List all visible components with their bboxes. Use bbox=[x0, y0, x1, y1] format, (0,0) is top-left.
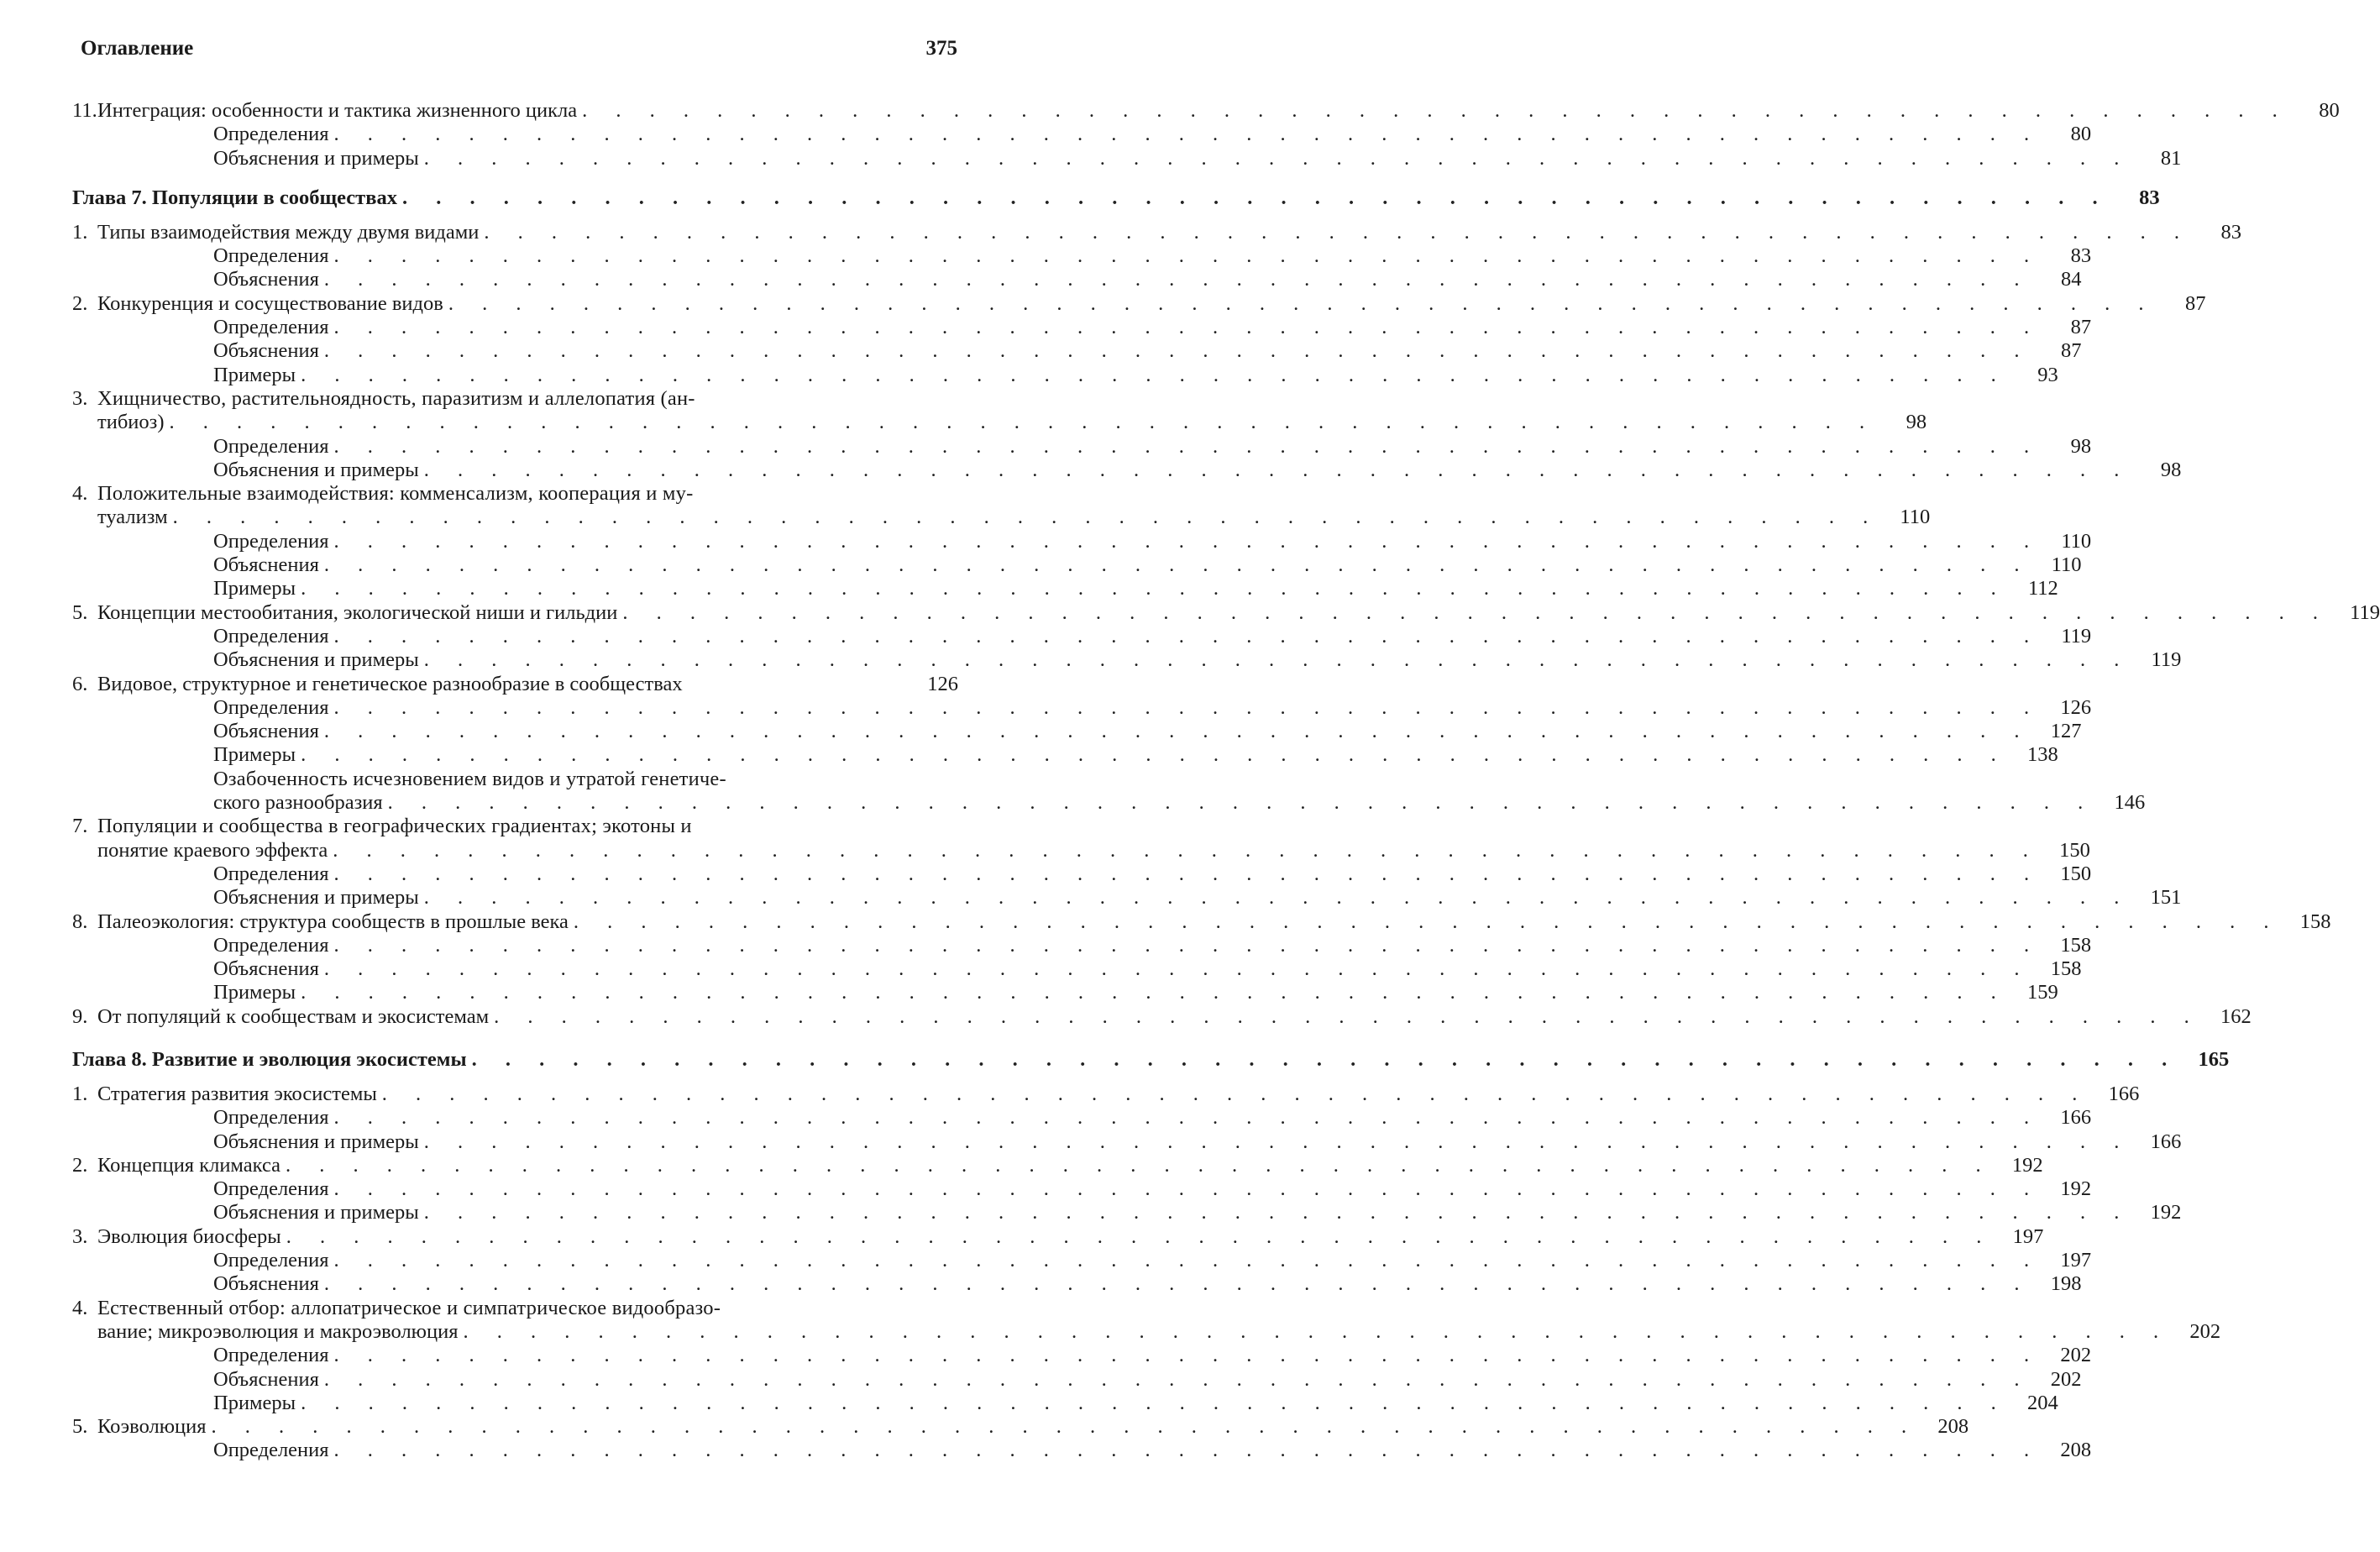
toc-subsection[interactable] bbox=[72, 1368, 958, 1392]
page-number: 146 bbox=[2094, 791, 2145, 815]
page-number: 138 bbox=[2008, 743, 2058, 767]
page-number: 84 bbox=[2031, 268, 2081, 291]
page-number: 159 bbox=[2008, 981, 2058, 1004]
section-title-continuation: туализм bbox=[97, 506, 168, 529]
toc-subsection[interactable] bbox=[72, 459, 958, 482]
toc-subsection[interactable] bbox=[72, 1177, 958, 1201]
leader-dots: . . . . . . . . . . . . . . . . . . . . . . . . . . . . . . . . . . . . . . . . . . . . . . . . . . . bbox=[419, 648, 2131, 672]
section-number: 2. bbox=[72, 1154, 97, 1177]
toc-chapter[interactable] bbox=[72, 182, 958, 214]
page-number: 166 bbox=[2089, 1083, 2139, 1106]
toc-section[interactable] bbox=[72, 1154, 958, 1177]
subsection-title: Определения bbox=[213, 934, 329, 957]
leader-dots: . . . . . . . . . . . . . . . . . . . . . . . . . . . . . . . . . . . . . . . . . . . . . . . . . . . bbox=[319, 1368, 2031, 1392]
page-number: 119 bbox=[2131, 648, 2181, 672]
subsection-title: Примеры bbox=[213, 364, 296, 387]
leader-dots: . . . . . . . . . . . . . . . . . . . . . . . . . . . . . . . . . . . . . . . . . . . . . . . . . . . bbox=[419, 459, 2131, 482]
page-number: 98 bbox=[2131, 459, 2181, 482]
page-number: 192 bbox=[2131, 1201, 2181, 1224]
leader-dots: . . . . . . . . . . . . . . . . . . . . . . . . . . . . . . . . . . . . . . . . . . . . . . . . . . . bbox=[168, 506, 1880, 529]
subsection-title: Определения bbox=[213, 1177, 329, 1201]
section-title-continuation: понятие краевого эффекта bbox=[97, 839, 328, 863]
page-number: 81 bbox=[2131, 147, 2181, 170]
section-title: Хищничество, растительноядность, паразитизм и аллелопатия (ан- bbox=[97, 387, 695, 411]
toc-section-continuation[interactable] bbox=[72, 506, 958, 529]
section-title: Положительные взаимодействия: комменсализм, кооперация и му- bbox=[97, 482, 693, 506]
section-title: Палеоэкология: структура сообществ в прошлые века bbox=[97, 910, 569, 934]
toc-subsection[interactable] bbox=[72, 1272, 958, 1296]
leader-dots: . . . . . . . . . . . . . . . . . . . . . . . . . . . . . . . . . . . . . . . . . . . . . . . . . . . bbox=[319, 1272, 2031, 1296]
subsection-title: Определения bbox=[213, 123, 329, 146]
page-number: 93 bbox=[2008, 364, 2058, 387]
leader-dots: . . . . . . . . . . . . . . . . . . . . . . . . . . . . . . . . . . . . . . . . . . . . . . . . . . . bbox=[319, 339, 2031, 363]
toc-subsection[interactable] bbox=[72, 147, 958, 170]
toc-subsection[interactable] bbox=[72, 244, 958, 268]
subsection-title: Определения bbox=[213, 1249, 329, 1272]
subsection-title: Объяснения bbox=[213, 339, 319, 363]
leader-dots: . . . . . . . . . . . . . . . . . . . . . . . . . . . . . . . . . . . . . . . . . . . . . . . . . . . bbox=[419, 886, 2131, 910]
page-number: 83 bbox=[2191, 221, 2241, 244]
section-number: 5. bbox=[72, 1415, 97, 1439]
leader-dots: . . . . . . . . . . . . . . . . . . . . . . . . . . . . . . . . . . . . . . . . . . . . . . . . . . . bbox=[329, 1439, 2042, 1462]
section-title: Эволюция биосферы bbox=[97, 1225, 281, 1249]
toc-subsection[interactable] bbox=[72, 981, 958, 1004]
page-number: 87 bbox=[2155, 292, 2205, 316]
toc-section[interactable] bbox=[72, 1297, 958, 1320]
toc-subsection[interactable] bbox=[72, 268, 958, 291]
toc-subsection[interactable] bbox=[72, 957, 958, 981]
toc-subsection[interactable] bbox=[72, 530, 958, 553]
section-number: 2. bbox=[72, 292, 97, 316]
section-number: 11. bbox=[72, 99, 97, 123]
section-title: Интеграция: особенности и тактика жизненного цикла bbox=[97, 99, 577, 123]
subsection-title: Озабоченность исчезновением видов и утратой генетиче- bbox=[213, 768, 726, 791]
page-number: 110 bbox=[1879, 506, 1930, 529]
toc-subsection[interactable] bbox=[72, 1344, 958, 1367]
section-number: 1. bbox=[72, 221, 97, 244]
toc-section-continuation[interactable] bbox=[72, 839, 958, 863]
leader-dots: . . . . . . . . . . . . . . . . . . . . . . . . . . . . . . . . . . . . . . . . . . . . . . . . . . . bbox=[319, 268, 2031, 291]
leader-dots: . . . . . . . . . . . . . . . . . . . . . . . . . . . . . . . . . . . . . . . . . . . . . . . . . . . bbox=[569, 910, 2281, 934]
subsection-title: Объяснения и примеры bbox=[213, 1201, 419, 1224]
subsection-title: Объяснения и примеры bbox=[213, 147, 419, 170]
toc-chapter[interactable] bbox=[72, 1044, 958, 1076]
page-number: 126 bbox=[908, 673, 958, 696]
toc-subsection[interactable] bbox=[72, 577, 958, 600]
page-number: 204 bbox=[2008, 1392, 2058, 1415]
section-number: 6. bbox=[72, 673, 97, 696]
toc-section[interactable] bbox=[72, 1225, 958, 1249]
leader-dots: . . . . . . . . . . . . . . . . . . . . . . . . . . . . . . . . . . . . . . . . . . . . . . . . . . . bbox=[617, 601, 2330, 625]
subsection-title: Определения bbox=[213, 1344, 329, 1367]
toc-subsection[interactable] bbox=[72, 1392, 958, 1415]
page-number: 110 bbox=[2031, 553, 2081, 577]
page-number: 165 bbox=[2178, 1044, 2229, 1076]
page-number: 192 bbox=[1993, 1154, 2043, 1177]
leader-dots: . . . . . . . . . . . . . . . . . . . . . . . . . . . . . . . . . . . . . . . . . . . . . . . . . . . bbox=[281, 1225, 1994, 1249]
page-number: 112 bbox=[2008, 577, 2058, 600]
toc-subsection[interactable] bbox=[72, 364, 958, 387]
page-number: 80 bbox=[2289, 99, 2340, 123]
page-number: 208 bbox=[2041, 1439, 2091, 1462]
subsection-title: Определения bbox=[213, 1106, 329, 1130]
leader-dots: . . . . . . . . . . . . . . . . . . . . . . . . . . . . . . . . . . . . . . . . . . . . . . . . . . . bbox=[443, 292, 2156, 316]
page-number: 83 bbox=[2110, 182, 2160, 214]
toc-subsection[interactable] bbox=[72, 934, 958, 957]
leader-dots: . . . . . . . . . . . . . . . . . . . . . . . . . . . . . . . . . . . . . . . . . . . . . . . . . . . bbox=[329, 934, 2042, 957]
leader-dots: . . . . . . . . . . . . . . . . . . . . . . . . . . . . . . . . . . . . . . . . . . . . . . . . . . . bbox=[296, 577, 2008, 600]
subsection-title: Примеры bbox=[213, 577, 296, 600]
page-number: 208 bbox=[1918, 1415, 1968, 1439]
page-number: 119 bbox=[2041, 625, 2091, 648]
section-number: 7. bbox=[72, 815, 97, 838]
page-number: 158 bbox=[2041, 934, 2091, 957]
toc-section-continuation[interactable] bbox=[72, 411, 958, 434]
subsection-title: Объяснения и примеры bbox=[213, 459, 419, 482]
subsection-title: Объяснения bbox=[213, 268, 319, 291]
subsection-title: Определения bbox=[213, 1439, 329, 1462]
page-number: 150 bbox=[2041, 863, 2091, 886]
chapter-title: Глава 7. Популяции в сообществах bbox=[72, 182, 397, 214]
page-number: 98 bbox=[1876, 411, 1927, 434]
section-title: От популяций к сообществам и экосистемам bbox=[97, 1005, 489, 1029]
section-number: 8. bbox=[72, 910, 97, 934]
section-number: 4. bbox=[72, 482, 97, 506]
leader-dots: . . . . . . . . . . . . . . . . . . . . . . . . . . . . . . . . . . . . . . . . . . . . . . . . . . . bbox=[329, 530, 2042, 553]
page-number: 166 bbox=[2041, 1106, 2091, 1130]
toc-section[interactable] bbox=[72, 815, 958, 838]
leader-dots: . . . . . . . . . . . . . . . . . . . . . . . . . . . . . . . . . . . . . . . . . . . . . . . . . . . bbox=[329, 435, 2042, 459]
section-title: Конкуренция и сосуществование видов bbox=[97, 292, 443, 316]
toc-section[interactable] bbox=[72, 482, 958, 506]
book-page bbox=[0, 0, 1008, 1552]
page-number: 119 bbox=[2330, 601, 2380, 625]
leader-dots: . . . . . . . . . . . . . . . . . . . . . . . . . . . . . . . . . . . . . . . . . . . . . . . . . . . bbox=[319, 553, 2031, 577]
subsection-title: Объяснения и примеры bbox=[213, 1130, 419, 1154]
toc-section[interactable] bbox=[72, 1415, 958, 1439]
subsection-title: Определения bbox=[213, 530, 329, 553]
page-number: 80 bbox=[2041, 123, 2091, 146]
toc-section[interactable] bbox=[72, 99, 958, 123]
subsection-title: Объяснения и примеры bbox=[213, 648, 419, 672]
subsection-title: Объяснения bbox=[213, 1368, 319, 1392]
leader-dots: . . . . . . . . . . . . . . . . . . . . . . . . . . . . . . . . . . . . . . . . . . . . . . . . . . . bbox=[467, 1044, 2179, 1076]
leader-dots: . . . . . . . . . . . . . . . . . . . . . . . . . . . . . . . . . . . . . . . . . . . . . . . . . . . bbox=[296, 981, 2008, 1004]
subsection-title: Объяснения и примеры bbox=[213, 886, 419, 910]
section-number: 3. bbox=[72, 1225, 97, 1249]
section-title: Видовое, структурное и генетическое разнообразие в сообществах bbox=[97, 673, 683, 696]
subsection-title: Примеры bbox=[213, 981, 296, 1004]
toc-subsection[interactable] bbox=[72, 553, 958, 577]
leader-dots: . . . . . . . . . . . . . . . . . . . . . . . . . . . . . . . . . . . . . . . . . . . . . . . . . . . bbox=[296, 364, 2008, 387]
subsection-title: Примеры bbox=[213, 1392, 296, 1415]
toc-section-continuation[interactable] bbox=[72, 1320, 958, 1344]
subsection-title: Определения bbox=[213, 316, 329, 339]
section-title: Коэволюция bbox=[97, 1415, 207, 1439]
page-number: 202 bbox=[2031, 1368, 2081, 1392]
toc-section[interactable] bbox=[72, 1083, 958, 1106]
section-number: 9. bbox=[72, 1005, 97, 1029]
toc-subsection[interactable] bbox=[72, 1439, 958, 1462]
page-number: 87 bbox=[2031, 339, 2081, 363]
page-number: 158 bbox=[2281, 910, 2331, 934]
page-number: 126 bbox=[2041, 696, 2091, 720]
leader-dots: . . . . . . . . . . . . . . . . . . . . . . . . . . . . . . . . . . . . . . . . . . . . . . . . . . . bbox=[329, 863, 2042, 886]
leader-dots: . . . . . . . . . . . . . . . . . . . . . . . . . . . . . . . . . . . . . . . . . . . . . . . . . . . bbox=[164, 411, 1876, 434]
leader-dots: . . . . . . . . . . . . . . . . . . . . . . . . . . . . . . . . . . . . . . . . . . . . . . . . . . . bbox=[329, 625, 2042, 648]
page-number: 87 bbox=[2041, 316, 2091, 339]
table-of-contents bbox=[72, 99, 958, 1463]
leader-dots: . . . . . . . . . . . . . . . . . . . . . . . . . . . . . . . . . . . . . . . . . . . . . . . . . . . bbox=[577, 99, 2289, 123]
toc-subsection[interactable] bbox=[72, 791, 958, 815]
leader-dots: . . . . . . . . . . . . . . . . . . . . . . . . . . . . . . . . . . . . . . . . . . . . . . . . . . . bbox=[458, 1320, 2170, 1344]
page-number: 197 bbox=[2041, 1249, 2091, 1272]
toc-section[interactable] bbox=[72, 673, 958, 696]
leader-dots: . . . . . . . . . . . . . . . . . . . . . . . . . . . . . . . . . . . . . . . . . . . . . . . . . . . bbox=[319, 720, 2031, 743]
leader-dots: . . . . . . . . . . . . . . . . . . . . . . . . . . . . . . . . . . . . . . . . . . . . . . . . . . . bbox=[377, 1083, 2089, 1106]
page-number: 192 bbox=[2041, 1177, 2091, 1201]
leader-dots: . . . . . . . . . . . . . . . . . . . . . . . . . . . . . . . . . . . . . . . . . . . . . . . . . . . bbox=[329, 316, 2042, 339]
subsection-title: Объяснения bbox=[213, 1272, 319, 1296]
toc-subsection[interactable] bbox=[72, 696, 958, 720]
subsection-title: Определения bbox=[213, 435, 329, 459]
toc-section[interactable] bbox=[72, 601, 958, 625]
page-number: 158 bbox=[2031, 957, 2081, 981]
leader-dots: . . . . . . . . . . . . . . . . . . . . . . . . . . . . . . . . . . . . . . . . . . . . . . . . . . . bbox=[329, 1177, 2042, 1201]
subsection-title: Объяснения bbox=[213, 957, 319, 981]
section-title-continuation: тибиоз) bbox=[97, 411, 164, 434]
leader-dots: . . . . . . . . . . . . . . . . . . . . . . . . . . . . . . . . . . . . . . . . . . . . . . . . . . . bbox=[419, 1130, 2131, 1154]
toc-section[interactable] bbox=[72, 910, 958, 934]
section-number: 3. bbox=[72, 387, 97, 411]
toc-subsection[interactable] bbox=[72, 1249, 958, 1272]
toc-subsection[interactable] bbox=[72, 863, 958, 886]
toc-subsection[interactable] bbox=[72, 625, 958, 648]
toc-subsection[interactable] bbox=[72, 123, 958, 146]
leader-dots: . . . . . . . . . . . . . . . . . . . . . . . . . . . . . . . . . . . . . . . . . . . . . . . . . . . bbox=[383, 791, 2095, 815]
leader-dots: . . . . . . . . . . . . . . . . . . . . . . . . . . . . . . . . . . . . . . . . . . . . . . . . . . . bbox=[207, 1415, 1919, 1439]
running-head-page-number: 375 bbox=[926, 37, 958, 60]
toc-section[interactable] bbox=[72, 1005, 958, 1029]
section-title: Типы взаимодействия между двумя видами bbox=[97, 221, 479, 244]
toc-subsection[interactable] bbox=[72, 886, 958, 910]
section-title: Концепции местообитания, экологической ниши и гильдии bbox=[97, 601, 617, 625]
leader-dots: . . . . . . . . . . . . . . . . . . . . . . . . . . . . . . . . . . . . . . . . . . . . . . . . . . . bbox=[296, 1392, 2008, 1415]
toc-subsection[interactable] bbox=[72, 1201, 958, 1224]
leader-dots: . . . . . . . . . . . . . . . . . . . . . . . . . . . . . . . . . . . . . . . . . . . . . . . . . . . bbox=[397, 182, 2110, 214]
section-number: 4. bbox=[72, 1297, 97, 1320]
toc-subsection[interactable] bbox=[72, 768, 958, 791]
running-head bbox=[81, 37, 957, 66]
page-number: 127 bbox=[2031, 720, 2081, 743]
toc-subsection[interactable] bbox=[72, 720, 958, 743]
toc-subsection[interactable] bbox=[72, 316, 958, 339]
leader-dots: . . . . . . . . . . . . . . . . . . . . . . . . . . . . . . . . . . . . . . . . . . . . . . . . . . . bbox=[280, 1154, 1993, 1177]
section-title: Стратегия развития экосистемы bbox=[97, 1083, 377, 1106]
section-number: 5. bbox=[72, 601, 97, 625]
section-title-continuation: вание; микроэволюция и макроэволюция bbox=[97, 1320, 458, 1344]
toc-subsection[interactable] bbox=[72, 435, 958, 459]
running-head-title: Оглавление bbox=[81, 37, 193, 60]
subsection-title: Примеры bbox=[213, 743, 296, 767]
leader-dots: . . . . . . . . . . . . . . . . . . . . . . . . . . . . . . . . . . . . . . . . . . . . . . . . . . . bbox=[329, 244, 2042, 268]
page-number: 83 bbox=[2041, 244, 2091, 268]
leader-dots: . . . . . . . . . . . . . . . . . . . . . . . . . . . . . . . . . . . . . . . . . . . . . . . . . . . bbox=[296, 743, 2008, 767]
page-number: 198 bbox=[2031, 1272, 2081, 1296]
toc-section[interactable] bbox=[72, 387, 958, 411]
subsection-title: Определения bbox=[213, 863, 329, 886]
toc-subsection[interactable] bbox=[72, 1130, 958, 1154]
leader-dots: . . . . . . . . . . . . . . . . . . . . . . . . . . . . . . . . . . . . . . . . . . . . . . . . . . . bbox=[319, 957, 2031, 981]
leader-dots: . . . . . . . . . . . . . . . . . . . . . . . . . . . . . . . . . . . . . . . . . . . . . . . . . . . bbox=[329, 1106, 2042, 1130]
toc-subsection[interactable] bbox=[72, 648, 958, 672]
subsection-title: Определения bbox=[213, 696, 329, 720]
toc-section[interactable] bbox=[72, 292, 958, 316]
toc-subsection[interactable] bbox=[72, 743, 958, 767]
section-number: 1. bbox=[72, 1083, 97, 1106]
leader-dots: . . . . . . . . . . . . . . . . . . . . . . . . . . . . . . . . . . . . . . . . . . . . . . . . . . . bbox=[419, 147, 2131, 170]
section-title: Естественный отбор: аллопатрическое и симпатрическое видообразо- bbox=[97, 1297, 721, 1320]
subsection-title: Объяснения bbox=[213, 553, 319, 577]
leader-dots: . . . . . . . . . . . . . . . . . . . . . . . . . . . . . . . . . . . . . . . . . . . . . . . . . . . bbox=[329, 123, 2042, 146]
page-number: 110 bbox=[2041, 530, 2091, 553]
page-number: 151 bbox=[2131, 886, 2181, 910]
leader-dots: . . . . . . . . . . . . . . . . . . . . . . . . . . . . . . . . . . . . . . . . . . . . . . . . . . . bbox=[328, 839, 2040, 863]
subsection-title: Определения bbox=[213, 625, 329, 648]
section-title: Концепция климакса bbox=[97, 1154, 280, 1177]
page-number: 98 bbox=[2041, 435, 2091, 459]
subsection-title: Объяснения bbox=[213, 720, 319, 743]
section-title: Популяции и сообщества в географических градиентах; экотоны и bbox=[97, 815, 692, 838]
leader-dots: . . . . . . . . . . . . . . . . . . . . . . . . . . . . . . . . . . . . . . . . . . . . . . . . . . . bbox=[329, 1344, 2042, 1367]
page-number: 197 bbox=[1993, 1225, 2043, 1249]
subsection-title: Определения bbox=[213, 244, 329, 268]
leader-dots: . . . . . . . . . . . . . . . . . . . . . . . . . . . . . . . . . . . . . . . . . . . . . . . . . . . bbox=[479, 221, 2191, 244]
toc-subsection[interactable] bbox=[72, 339, 958, 363]
leader-dots: . . . . . . . . . . . . . . . . . . . . . . . . . . . . . . . . . . . . . . . . . . . . . . . . . . . bbox=[329, 696, 2042, 720]
page-number: 166 bbox=[2131, 1130, 2181, 1154]
leader-dots: . . . . . . . . . . . . . . . . . . . . . . . . . . . . . . . . . . . . . . . . . . . . . . . . . . . bbox=[419, 1201, 2131, 1224]
subsection-title: ского разнообразия bbox=[213, 791, 383, 815]
page-number: 162 bbox=[2201, 1005, 2252, 1029]
chapter-title: Глава 8. Развитие и эволюция экосистемы bbox=[72, 1044, 467, 1076]
page-number: 202 bbox=[2170, 1320, 2220, 1344]
leader-dots: . . . . . . . . . . . . . . . . . . . . . . . . . . . . . . . . . . . . . . . . . . . . . . . . . . . bbox=[329, 1249, 2042, 1272]
page-number: 202 bbox=[2041, 1344, 2091, 1367]
leader-dots: . . . . . . . . . . . . . . . . . . . . . . . . . . . . . . . . . . . . . . . . . . . . . . . . . . . bbox=[489, 1005, 2201, 1029]
toc-subsection[interactable] bbox=[72, 1106, 958, 1130]
toc-section[interactable] bbox=[72, 221, 958, 244]
page-number: 150 bbox=[2040, 839, 2090, 863]
